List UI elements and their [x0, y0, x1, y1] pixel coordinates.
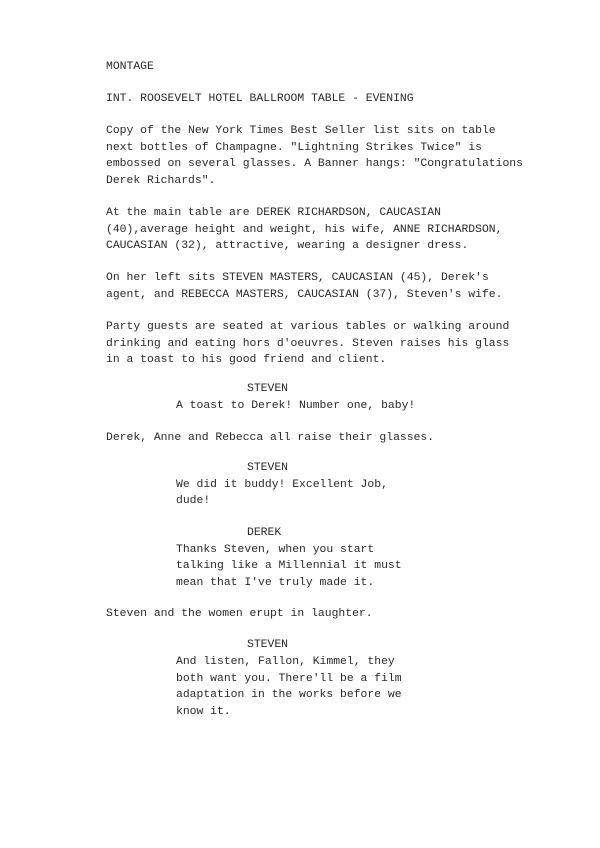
action-line: in a toast to his good friend and client. — [106, 354, 387, 366]
action-line: drinking and eating hors d'oeuvres. Steven raises his glass — [106, 338, 510, 350]
action-line: At the main table are DEREK RICHARDSON, CAUCASIAN — [106, 207, 441, 219]
action-line: On her left sits STEVEN MASTERS, CAUCASIAN (45), Derek's — [106, 272, 489, 284]
dialogue-line: talking like a Millennial it must — [176, 560, 402, 572]
character-name: DEREK — [247, 527, 282, 539]
action-line: Derek, Anne and Rebecca all raise their glasses. — [106, 432, 435, 444]
character-name: STEVEN — [247, 462, 289, 474]
dialogue-line: know it. — [176, 706, 231, 718]
action-line: next bottles of Champagne. "Lightning Strikes Twice" is — [106, 142, 482, 154]
dialogue-line: And listen, Fallon, Kimmel, they — [176, 656, 395, 668]
dialogue-line: dude! — [176, 495, 211, 507]
action-line: agent, and REBECCA MASTERS, CAUCASIAN (37), Steven's wife. — [106, 289, 503, 301]
action-line: (40),average height and weight, his wife, ANNE RICHARDSON, — [106, 224, 503, 236]
action-line: Copy of the New York Times Best Seller list sits on table — [106, 125, 496, 137]
dialogue-line: A toast to Derek! Number one, baby! — [176, 400, 416, 412]
scene-heading: INT. ROOSEVELT HOTEL BALLROOM TABLE - EVENING — [106, 93, 414, 105]
character-name: STEVEN — [247, 639, 289, 651]
dialogue-line: Thanks Steven, when you start — [176, 544, 375, 556]
dialogue-line: We did it buddy! Excellent Job, — [176, 479, 388, 491]
action-line: embossed on several glasses. A Banner hangs: "Congratulations — [106, 158, 523, 170]
transition-montage: MONTAGE — [106, 61, 154, 73]
dialogue-line: both want you. There'll be a film — [176, 673, 402, 685]
action-line: Party guests are seated at various tables or walking around — [106, 321, 510, 333]
action-line: Steven and the women erupt in laughter. — [106, 608, 373, 620]
action-line: CAUCASIAN (32), attractive, wearing a designer dress. — [106, 240, 469, 252]
character-name: STEVEN — [247, 383, 289, 395]
action-line: Derek Richards". — [106, 175, 216, 187]
dialogue-line: mean that I've truly made it. — [176, 577, 375, 589]
dialogue-line: adaptation in the works before we — [176, 689, 402, 701]
